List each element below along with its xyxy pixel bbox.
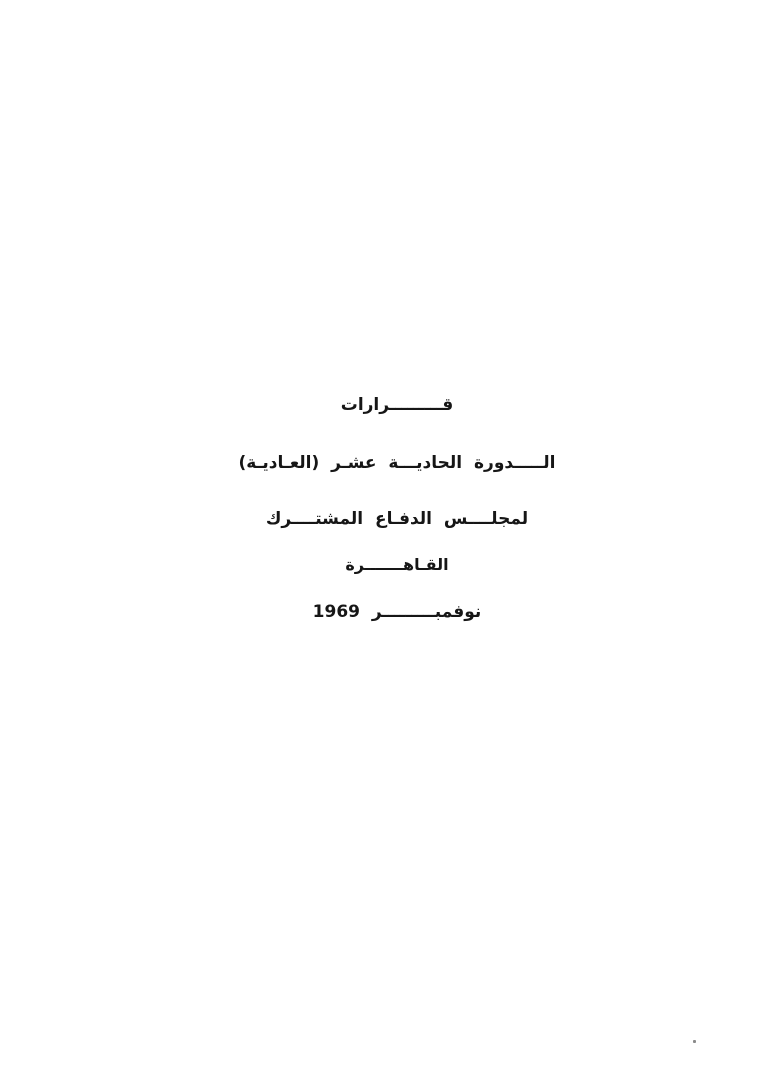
title-line-city: القـاهـــــــرة xyxy=(345,555,449,574)
scan-artifact-speck xyxy=(693,1040,696,1043)
title-line-date: نوفمبـــــــــر 1969 xyxy=(312,602,482,622)
title-line-council: لمجلــــس الدفـاع المشتــــرك xyxy=(265,509,529,529)
title-line-session: الـــــدورة الحاديـــة عشـر (العـاديـة) xyxy=(238,453,556,473)
title-line-resolutions: قـــــــــرارات xyxy=(340,395,454,415)
